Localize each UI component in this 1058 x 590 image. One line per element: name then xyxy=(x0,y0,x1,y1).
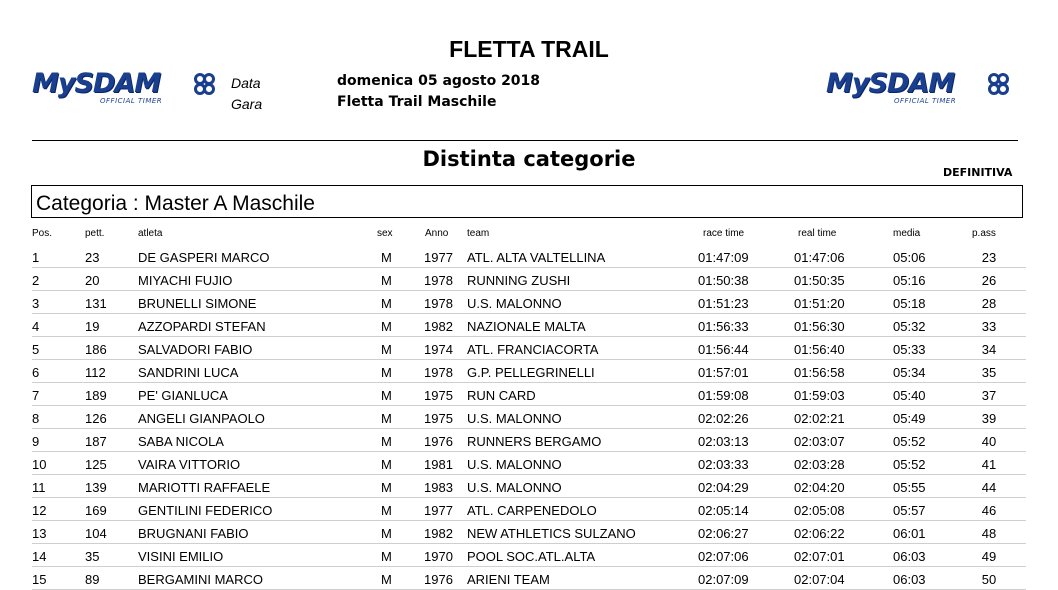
pos-cell: 7 xyxy=(32,388,40,403)
year-cell: 1977 xyxy=(424,250,453,265)
col-header-sex: sex xyxy=(377,228,393,239)
overall-rank-cell: 37 xyxy=(981,388,997,403)
athlete-cell: SALVADORI FABIO xyxy=(138,342,253,357)
overall-rank-cell: 50 xyxy=(981,572,997,587)
team-cell: U.S. MALONNO xyxy=(467,457,562,472)
document-title: FLETTA TRAIL xyxy=(449,36,609,62)
overall-rank-cell: 35 xyxy=(981,365,997,380)
table-row xyxy=(32,383,1026,406)
table-row xyxy=(32,314,1026,337)
table-row xyxy=(32,567,1026,590)
logo-tagline: OFFICIAL TIMER xyxy=(894,97,957,105)
bib-cell: 139 xyxy=(85,480,107,495)
overall-rank-cell: 23 xyxy=(981,250,997,265)
year-cell: 1978 xyxy=(424,273,453,288)
sex-cell: M xyxy=(381,411,392,426)
overall-rank-cell: 33 xyxy=(981,319,997,334)
bib-cell: 20 xyxy=(85,273,100,288)
bib-cell: 189 xyxy=(85,388,107,403)
pos-cell: 9 xyxy=(32,434,40,449)
bib-cell: 19 xyxy=(85,319,100,334)
race-name: Fletta Trail Maschile xyxy=(337,94,497,110)
pos-cell: 13 xyxy=(32,526,47,541)
team-cell: U.S. MALONNO xyxy=(467,480,562,495)
pos-cell: 6 xyxy=(32,365,40,380)
real-time-cell: 02:06:22 xyxy=(794,526,845,541)
year-cell: 1978 xyxy=(424,365,453,380)
team-cell: POOL SOC.ATL.ALTA xyxy=(467,549,596,564)
bib-cell: 131 xyxy=(85,296,107,311)
overall-rank-cell: 34 xyxy=(981,342,997,357)
athlete-cell: GENTILINI FEDERICO xyxy=(138,503,273,518)
category-box xyxy=(31,185,1023,218)
year-cell: 1974 xyxy=(424,342,453,357)
sex-cell: M xyxy=(381,319,392,334)
race-time-cell: 01:47:09 xyxy=(698,250,749,265)
table-row xyxy=(32,544,1026,567)
team-cell: RUN CARD xyxy=(467,388,536,403)
pos-cell: 15 xyxy=(32,572,47,587)
overall-rank-cell: 40 xyxy=(981,434,997,449)
race-time-cell: 01:51:23 xyxy=(698,296,749,311)
logo-wordmark: MySDAM xyxy=(32,68,161,99)
overall-rank-cell: 49 xyxy=(981,549,997,564)
status-badge: DEFINITIVA xyxy=(943,166,1013,179)
bib-cell: 112 xyxy=(85,365,106,380)
race-time-cell: 02:03:33 xyxy=(698,457,749,472)
overall-rank-cell: 46 xyxy=(981,503,997,518)
pace-cell: 05:55 xyxy=(893,480,926,495)
team-cell: G.P. PELLEGRINELLI xyxy=(467,365,595,380)
team-cell: RUNNING ZUSHI xyxy=(467,273,571,288)
col-header-anno: Anno xyxy=(425,228,449,239)
overall-rank-cell: 39 xyxy=(981,411,997,426)
team-cell: U.S. MALONNO xyxy=(467,296,562,311)
year-cell: 1977 xyxy=(424,503,453,518)
bib-cell: 169 xyxy=(85,503,107,518)
real-time-cell: 01:56:30 xyxy=(794,319,845,334)
team-cell: U.S. MALONNO xyxy=(467,411,562,426)
table-row xyxy=(32,498,1026,521)
pace-cell: 05:52 xyxy=(893,434,926,449)
team-cell: RUNNERS BERGAMO xyxy=(467,434,602,449)
col-header-pass: p.ass xyxy=(972,228,996,239)
real-time-cell: 01:50:35 xyxy=(794,273,845,288)
race-time-cell: 01:50:38 xyxy=(698,273,749,288)
real-time-cell: 01:47:06 xyxy=(794,250,845,265)
pace-cell: 05:32 xyxy=(893,319,926,334)
table-row xyxy=(32,245,1026,268)
overall-rank-cell: 48 xyxy=(981,526,997,541)
table-row xyxy=(32,429,1026,452)
real-time-cell: 02:04:20 xyxy=(794,480,845,495)
col-header-media: media xyxy=(893,228,921,239)
athlete-cell: MARIOTTI RAFFAELE xyxy=(138,480,271,495)
mysdam-logo-right xyxy=(826,70,1016,104)
pos-cell: 14 xyxy=(32,549,47,564)
race-time-cell: 01:59:08 xyxy=(698,388,749,403)
category-label: Categoria : Master A Maschile xyxy=(36,192,315,215)
bib-cell: 35 xyxy=(85,549,100,564)
pace-cell: 05:34 xyxy=(893,365,926,380)
pace-cell: 05:18 xyxy=(893,296,926,311)
sex-cell: M xyxy=(381,503,392,518)
bib-cell: 126 xyxy=(85,411,107,426)
sex-cell: M xyxy=(381,342,392,357)
athlete-cell: VISINI EMILIO xyxy=(138,549,224,564)
real-time-cell: 02:05:08 xyxy=(794,503,845,518)
race-label: Gara xyxy=(231,96,263,112)
bib-cell: 89 xyxy=(85,572,100,587)
pos-cell: 2 xyxy=(32,273,40,288)
table-row xyxy=(32,337,1026,360)
overall-rank-cell: 44 xyxy=(981,480,997,495)
race-time-cell: 01:56:44 xyxy=(698,342,749,357)
bib-cell: 125 xyxy=(85,457,107,472)
team-cell: ARIENI TEAM xyxy=(467,572,550,587)
table-row xyxy=(32,406,1026,429)
real-time-cell: 02:02:21 xyxy=(794,411,845,426)
year-cell: 1975 xyxy=(424,411,453,426)
athlete-cell: DE GASPERI MARCO xyxy=(138,250,270,265)
year-cell: 1976 xyxy=(424,572,453,587)
logo-wordmark: MySDAM xyxy=(826,68,955,99)
year-cell: 1983 xyxy=(424,480,453,495)
athlete-cell: PE' GIANLUCA xyxy=(138,388,228,403)
logo-mark-icon xyxy=(192,72,218,96)
team-cell: ATL. CARPENEDOLO xyxy=(467,503,597,518)
real-time-cell: 01:56:40 xyxy=(794,342,845,357)
pace-cell: 06:01 xyxy=(893,526,926,541)
table-row xyxy=(32,268,1026,291)
col-header-race-time: race time xyxy=(703,228,745,239)
col-header-pett: pett. xyxy=(85,228,105,239)
table-row xyxy=(32,291,1026,314)
pace-cell: 05:33 xyxy=(893,342,926,357)
athlete-cell: VAIRA VITTORIO xyxy=(138,457,241,472)
pace-cell: 05:16 xyxy=(893,273,926,288)
year-cell: 1975 xyxy=(424,388,453,403)
pace-cell: 06:03 xyxy=(893,549,926,564)
race-time-cell: 02:07:09 xyxy=(698,572,749,587)
athlete-cell: AZZOPARDI STEFAN xyxy=(138,319,266,334)
year-cell: 1970 xyxy=(424,549,453,564)
race-time-cell: 01:56:33 xyxy=(698,319,749,334)
pace-cell: 05:52 xyxy=(893,457,926,472)
table-row xyxy=(32,452,1026,475)
athlete-cell: BRUNELLI SIMONE xyxy=(138,296,257,311)
sex-cell: M xyxy=(381,434,392,449)
report-subtitle: Distinta categorie xyxy=(422,147,636,171)
real-time-cell: 02:07:01 xyxy=(794,549,845,564)
pos-cell: 4 xyxy=(32,319,40,334)
real-time-cell: 01:51:20 xyxy=(794,296,845,311)
race-time-cell: 01:57:01 xyxy=(698,365,749,380)
pace-cell: 06:03 xyxy=(893,572,926,587)
header-divider xyxy=(32,140,1018,141)
team-cell: NAZIONALE MALTA xyxy=(467,319,586,334)
sex-cell: M xyxy=(381,457,392,472)
pos-cell: 1 xyxy=(32,250,40,265)
pos-cell: 12 xyxy=(32,503,47,518)
team-cell: ATL. FRANCIACORTA xyxy=(467,342,599,357)
logo-tagline: OFFICIAL TIMER xyxy=(100,97,163,105)
pace-cell: 05:40 xyxy=(893,388,926,403)
sex-cell: M xyxy=(381,296,392,311)
real-time-cell: 02:03:28 xyxy=(794,457,845,472)
real-time-cell: 01:59:03 xyxy=(794,388,845,403)
sex-cell: M xyxy=(381,480,392,495)
bib-cell: 104 xyxy=(85,526,107,541)
date-label: Data xyxy=(231,75,261,91)
pos-cell: 10 xyxy=(32,457,47,472)
athlete-cell: BERGAMINI MARCO xyxy=(138,572,263,587)
pos-cell: 3 xyxy=(32,296,40,311)
sex-cell: M xyxy=(381,388,392,403)
team-cell: ATL. ALTA VALTELLINA xyxy=(467,250,606,265)
real-time-cell: 01:56:58 xyxy=(794,365,845,380)
race-time-cell: 02:06:27 xyxy=(698,526,749,541)
year-cell: 1981 xyxy=(424,457,453,472)
year-cell: 1982 xyxy=(424,319,453,334)
overall-rank-cell: 28 xyxy=(981,296,997,311)
table-row xyxy=(32,521,1026,544)
overall-rank-cell: 41 xyxy=(981,457,997,472)
race-time-cell: 02:05:14 xyxy=(698,503,749,518)
col-header-pos: Pos. xyxy=(32,228,53,239)
pace-cell: 05:49 xyxy=(893,411,926,426)
table-row xyxy=(32,475,1026,498)
col-header-real-time: real time xyxy=(798,228,837,239)
year-cell: 1982 xyxy=(424,526,453,541)
table-row xyxy=(32,360,1026,383)
race-time-cell: 02:02:26 xyxy=(698,411,749,426)
sex-cell: M xyxy=(381,365,392,380)
race-time-cell: 02:04:29 xyxy=(698,480,749,495)
athlete-cell: MIYACHI FUJIO xyxy=(138,273,233,288)
real-time-cell: 02:03:07 xyxy=(794,434,845,449)
col-header-team: team xyxy=(467,228,490,239)
pos-cell: 8 xyxy=(32,411,40,426)
logo-mark-icon xyxy=(986,72,1012,96)
bib-cell: 186 xyxy=(85,342,107,357)
year-cell: 1976 xyxy=(424,434,453,449)
athlete-cell: SANDRINI LUCA xyxy=(138,365,239,380)
pace-cell: 05:57 xyxy=(893,503,926,518)
team-cell: NEW ATHLETICS SULZANO xyxy=(467,526,636,541)
col-header-atleta: atleta xyxy=(138,228,163,239)
pos-cell: 11 xyxy=(32,480,46,495)
sex-cell: M xyxy=(381,250,392,265)
race-time-cell: 02:03:13 xyxy=(698,434,749,449)
year-cell: 1978 xyxy=(424,296,453,311)
bib-cell: 23 xyxy=(85,250,100,265)
pace-cell: 05:06 xyxy=(893,250,926,265)
sex-cell: M xyxy=(381,572,392,587)
pos-cell: 5 xyxy=(32,342,40,357)
mysdam-logo-left xyxy=(32,70,222,104)
sex-cell: M xyxy=(381,526,392,541)
sex-cell: M xyxy=(381,549,392,564)
overall-rank-cell: 26 xyxy=(981,273,997,288)
bib-cell: 187 xyxy=(85,434,107,449)
race-time-cell: 02:07:06 xyxy=(698,549,749,564)
real-time-cell: 02:07:04 xyxy=(794,572,845,587)
athlete-cell: SABA NICOLA xyxy=(138,434,224,449)
athlete-cell: ANGELI GIANPAOLO xyxy=(138,411,265,426)
athlete-cell: BRUGNANI FABIO xyxy=(138,526,249,541)
event-date: domenica 05 agosto 2018 xyxy=(337,73,541,89)
sex-cell: M xyxy=(381,273,392,288)
